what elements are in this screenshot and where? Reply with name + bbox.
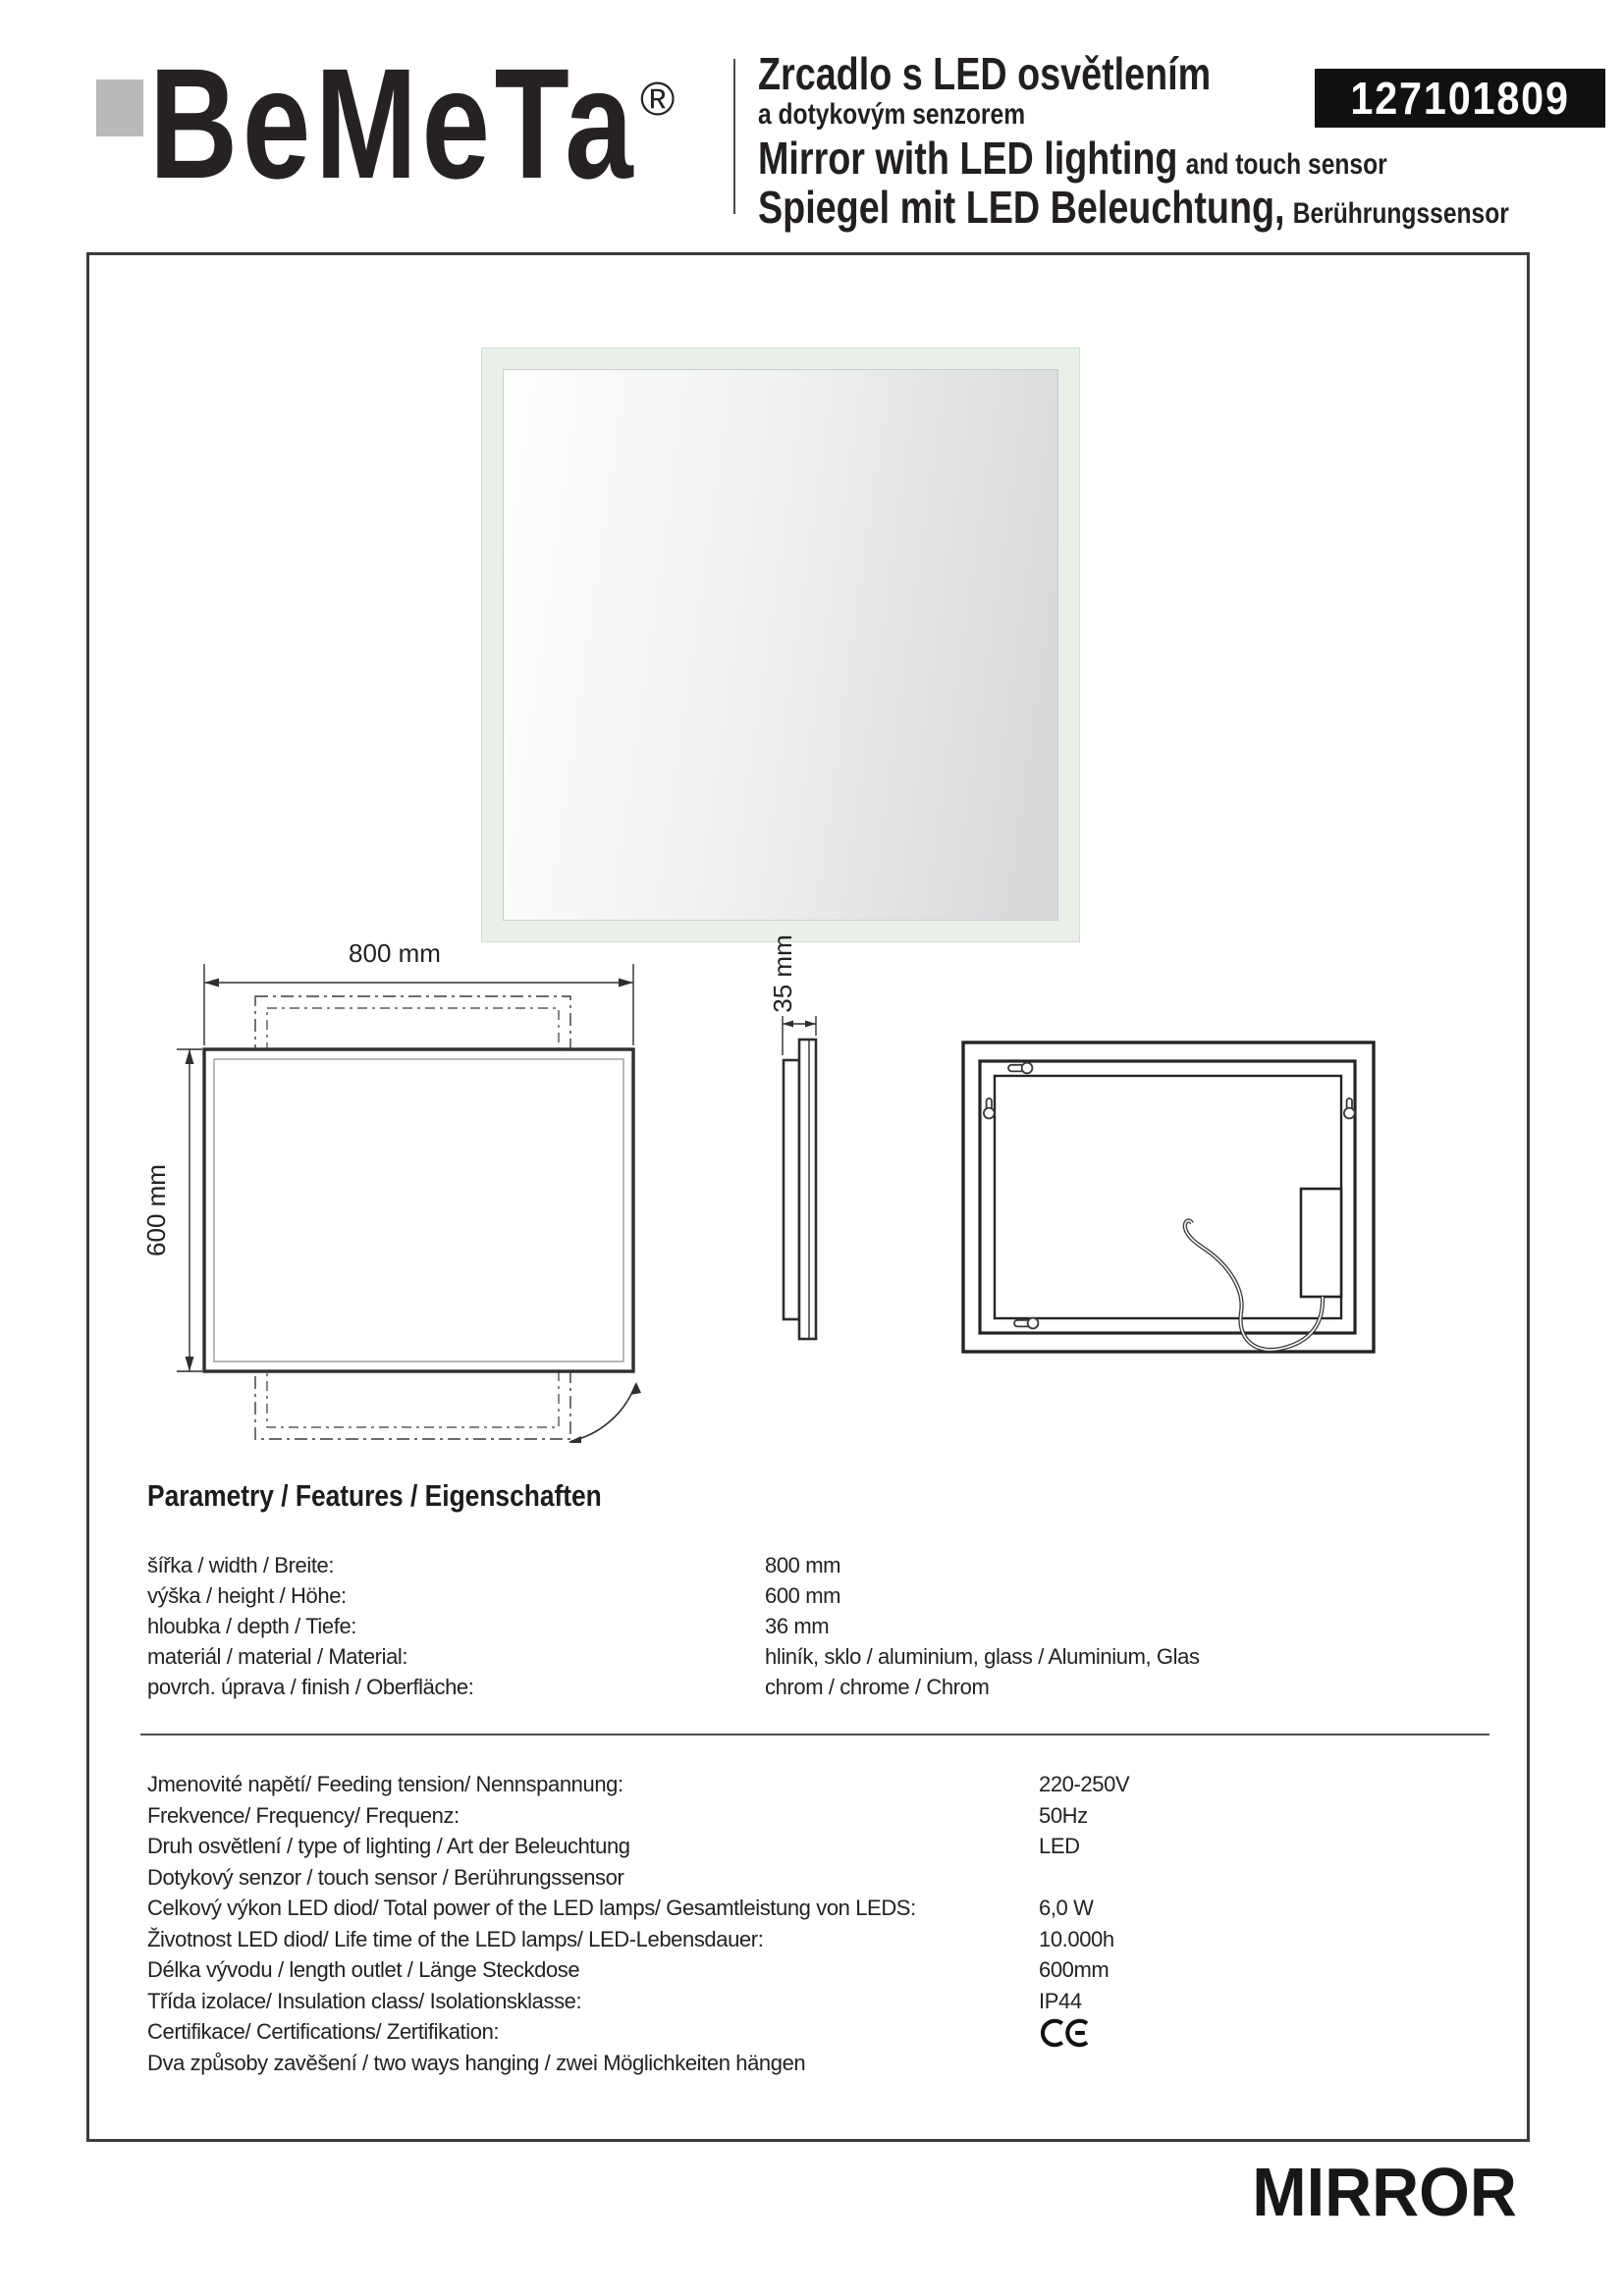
table-row bbox=[147, 2048, 916, 2079]
height-dimension-label: 600 mm bbox=[141, 1164, 171, 1256]
parameter-value: 36 mm bbox=[765, 1614, 830, 1638]
title-english: Mirror with LED lighting bbox=[758, 133, 1178, 184]
parameters-heading-text: Parametry / Features / Eigenschaften bbox=[147, 1478, 602, 1513]
parameter-label: Dotykový senzor / touch sensor / Berührungssensor bbox=[147, 1864, 624, 1890]
parameter-value: 600mm bbox=[1039, 1957, 1110, 1982]
parameter-label: materiál / material / Material: bbox=[147, 1644, 408, 1669]
table-row bbox=[147, 1611, 830, 1641]
table-row bbox=[147, 1831, 1080, 1862]
title-line-czech-sub bbox=[758, 100, 1084, 130]
parameters-table-dimensions bbox=[147, 1550, 1200, 1702]
logo-square-icon bbox=[96, 80, 143, 136]
table-row bbox=[147, 1672, 990, 1702]
table-row bbox=[147, 1954, 1110, 1986]
title-line-czech bbox=[758, 48, 1310, 99]
parameter-label: Druh osvětlení / type of lighting / Art der Beleuchtung bbox=[147, 1834, 630, 1858]
arrowhead bbox=[630, 1382, 641, 1395]
table-row bbox=[147, 1924, 1114, 1955]
parameter-value: 50Hz bbox=[1039, 1802, 1088, 1828]
keyhole-top-icon bbox=[1008, 1063, 1032, 1074]
product-code: 127101809 bbox=[1350, 73, 1570, 124]
parameter-label: Frekvence/ Frequency/ Frequenz: bbox=[147, 1802, 460, 1828]
parameter-value: 220-250V bbox=[1039, 1772, 1130, 1796]
parameter-label: šířka / width / Breite: bbox=[147, 1553, 335, 1577]
drawing-side-view bbox=[727, 913, 923, 1404]
parameter-label: povrch. úprava / finish / Oberfläche: bbox=[147, 1675, 474, 1699]
subtitle-english: and touch sensor bbox=[1185, 148, 1387, 181]
arrowhead bbox=[204, 979, 219, 988]
table-row bbox=[147, 1986, 1082, 2017]
parameter-label: Celkový výkon LED diod/ Total power of the LED lamps/ Gesamtleistung von LEDS: bbox=[147, 1896, 916, 1920]
table-row bbox=[147, 1893, 1094, 1924]
front-outline bbox=[204, 1049, 633, 1371]
title-czech: Zrcadlo s LED osvětlením bbox=[758, 48, 1212, 99]
ce-mark-icon bbox=[1039, 2018, 1090, 2048]
parameter-value: 6,0 W bbox=[1039, 1896, 1094, 1920]
product-photo-mirror bbox=[481, 347, 1080, 942]
product-code-badge bbox=[1315, 69, 1605, 128]
arrowhead bbox=[805, 1021, 816, 1028]
junction-box bbox=[1301, 1189, 1341, 1297]
parameter-label: Jmenovité napětí/ Feeding tension/ Nennspannung: bbox=[147, 1772, 623, 1796]
subtitle-czech: a dotykovým senzorem bbox=[758, 98, 1026, 131]
title-line-german bbox=[758, 182, 1624, 233]
mirror-glass-surface bbox=[503, 369, 1058, 921]
parameter-label: hloubka / depth / Tiefe: bbox=[147, 1614, 356, 1638]
parameter-label: Dva způsoby zavěšení / two ways hanging / zwei Möglichkeiten hängen bbox=[147, 2050, 806, 2075]
side-glass-profile bbox=[799, 1040, 816, 1339]
parameter-value: hliník, sklo / aluminium, glass / Aluminium, Glas bbox=[765, 1644, 1200, 1669]
table-row bbox=[147, 1769, 1130, 1800]
parameter-value: chrom / chrome / Chrom bbox=[765, 1675, 990, 1699]
parameter-label: Životnost LED diod/ Life time of the LED lamps/ LED-Lebensdauer: bbox=[147, 1926, 764, 1951]
parameters-table-electrical bbox=[147, 1769, 1130, 2078]
table-row bbox=[147, 1800, 1088, 1832]
arrowhead bbox=[619, 979, 633, 988]
drawing-front-view bbox=[128, 913, 677, 1443]
table-row bbox=[147, 1641, 1200, 1672]
keyhole-bottom-icon bbox=[1014, 1318, 1038, 1329]
registered-trademark-icon: ® bbox=[640, 74, 676, 126]
depth-dimension-label: 35 mm bbox=[768, 934, 797, 1013]
category-label-mirror: MIRROR bbox=[1252, 2154, 1517, 2230]
title-line-english bbox=[758, 135, 1525, 182]
parameter-value: 10.000h bbox=[1039, 1926, 1114, 1951]
parameter-value: LED bbox=[1039, 1834, 1080, 1858]
table-row bbox=[147, 1550, 841, 1580]
header-divider bbox=[733, 59, 735, 214]
side-back-box bbox=[784, 1060, 799, 1319]
subtitle-german: Berührungssensor bbox=[1292, 197, 1509, 230]
brand-logo: BeMeTa bbox=[149, 35, 638, 211]
table-row bbox=[147, 1580, 841, 1611]
parameter-label: výška / height / Höhe: bbox=[147, 1583, 347, 1608]
section-divider bbox=[140, 1734, 1489, 1735]
title-german: Spiegel mit LED Beleuchtung, bbox=[758, 182, 1285, 233]
table-row bbox=[147, 1862, 916, 1894]
width-dimension-label: 800 mm bbox=[349, 938, 441, 968]
parameter-label: Délka vývodu / length outlet / Länge Steckdose bbox=[147, 1957, 580, 1982]
drawing-back-view bbox=[933, 1001, 1424, 1394]
arrowhead bbox=[186, 1049, 194, 1064]
parameters-heading bbox=[147, 1478, 681, 1514]
rotation-arc-arrow bbox=[571, 1385, 635, 1441]
parameter-value: IP44 bbox=[1039, 1988, 1082, 2013]
table-row bbox=[147, 2016, 916, 2048]
parameter-label: Třída izolace/ Insulation class/ Isolationsklasse: bbox=[147, 1988, 582, 2013]
arrowhead bbox=[783, 1021, 793, 1028]
parameter-value: 800 mm bbox=[765, 1553, 841, 1577]
arrowhead bbox=[186, 1357, 194, 1371]
parameter-label: Certifikace/ Certifications/ Zertifikation: bbox=[147, 2019, 500, 2044]
parameter-value: 600 mm bbox=[765, 1583, 841, 1608]
